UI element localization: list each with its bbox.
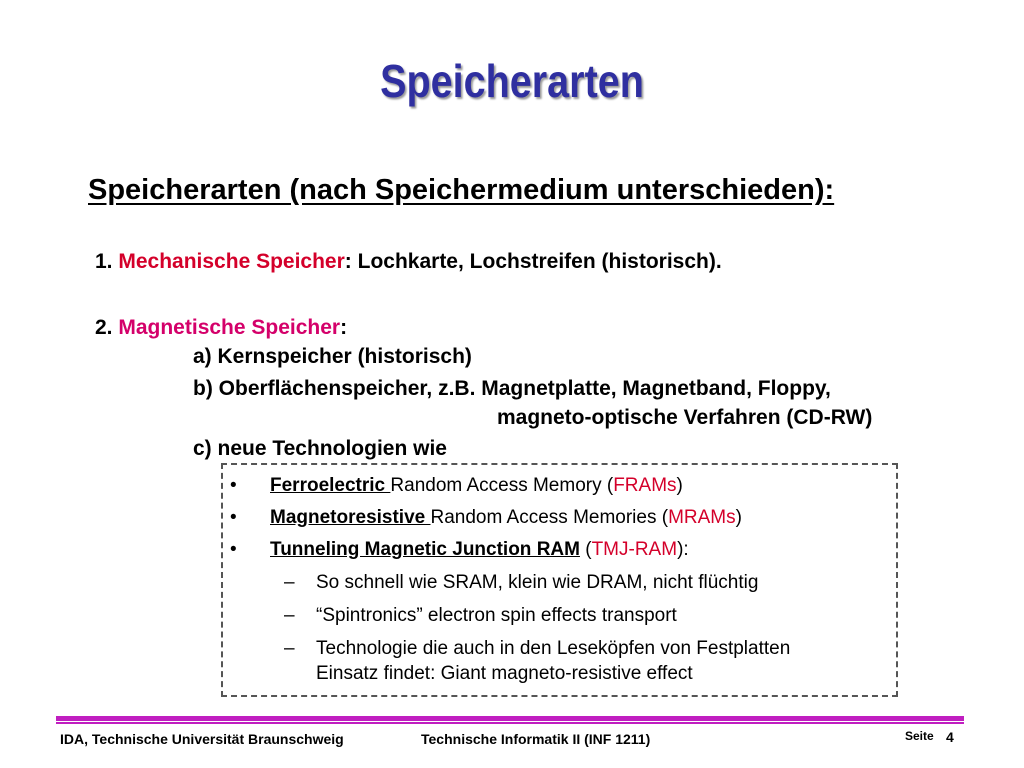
tech-item-tmj — [270, 539, 689, 561]
item-number: 2. — [95, 316, 119, 339]
bullet: • — [230, 507, 237, 528]
item-label: Magnetische Speicher — [118, 316, 341, 339]
sub-item-a: a) Kernspeicher (historisch) — [193, 345, 472, 368]
dash: – — [284, 638, 295, 659]
tmj-detail-2: “Spintronics” electron spin effects transport — [316, 605, 677, 626]
tech-item-fram — [270, 475, 683, 497]
tech-text-end: ) — [676, 475, 683, 496]
slide-subtitle: Speicherarten (nach Speichermedium unterschieden): — [88, 174, 835, 206]
tech-text-end: ) — [735, 507, 742, 528]
dash: – — [284, 572, 295, 593]
footer-course: Technische Informatik II (INF 1211) — [421, 731, 651, 747]
tmj-detail-1: So schnell wie SRAM, klein wie DRAM, nicht flüchtig — [316, 572, 759, 593]
sub-item-b: b) Oberflächenspeicher, z.B. Magnetplatte, Magnetband, Floppy, — [193, 377, 831, 400]
tech-abbr: FRAMs — [613, 475, 677, 496]
footer-page-label: Seite — [905, 729, 934, 743]
sub-item-c: c) neue Technologien wie — [193, 437, 447, 460]
item-label: Mechanische Speicher — [118, 250, 345, 273]
tech-item-mram — [270, 507, 742, 529]
footer-divider-thin — [56, 722, 964, 724]
tech-text-end: ): — [677, 539, 689, 560]
slide-title: Speicherarten — [380, 55, 644, 107]
tmj-detail-3-cont: Einsatz findet: Giant magneto-resistive effect — [316, 663, 693, 684]
tech-abbr: MRAMs — [668, 507, 736, 528]
footer-institution: IDA, Technische Universität Braunschweig — [60, 731, 344, 747]
tech-abbr: TMJ-RAM — [591, 539, 678, 560]
page-number: 4 — [946, 729, 954, 745]
footer-divider — [56, 716, 964, 721]
dash: – — [284, 605, 295, 626]
item-description: : Lochkarte, Lochstreifen (historisch). — [344, 250, 722, 273]
sub-item-b-cont: magneto-optische Verfahren (CD-RW) — [497, 406, 873, 429]
tech-text: Random Access Memory ( — [390, 475, 614, 496]
tech-text: ( — [579, 539, 592, 560]
tmj-detail-3: Technologie die auch in den Leseköpfen von Festplatten — [316, 638, 791, 659]
list-item-magnetic — [95, 316, 347, 340]
tech-term: Ferroelectric — [270, 475, 391, 496]
bullet: • — [230, 539, 237, 560]
item-description: : — [340, 316, 348, 339]
tech-text: Random Access Memories ( — [430, 507, 669, 528]
list-item-mechanical — [95, 250, 722, 274]
tech-term: Tunneling Magnetic Junction RAM — [270, 539, 580, 560]
bullet: • — [230, 475, 237, 496]
item-number: 1. — [95, 250, 119, 273]
tech-term: Magnetoresistive — [270, 507, 431, 528]
